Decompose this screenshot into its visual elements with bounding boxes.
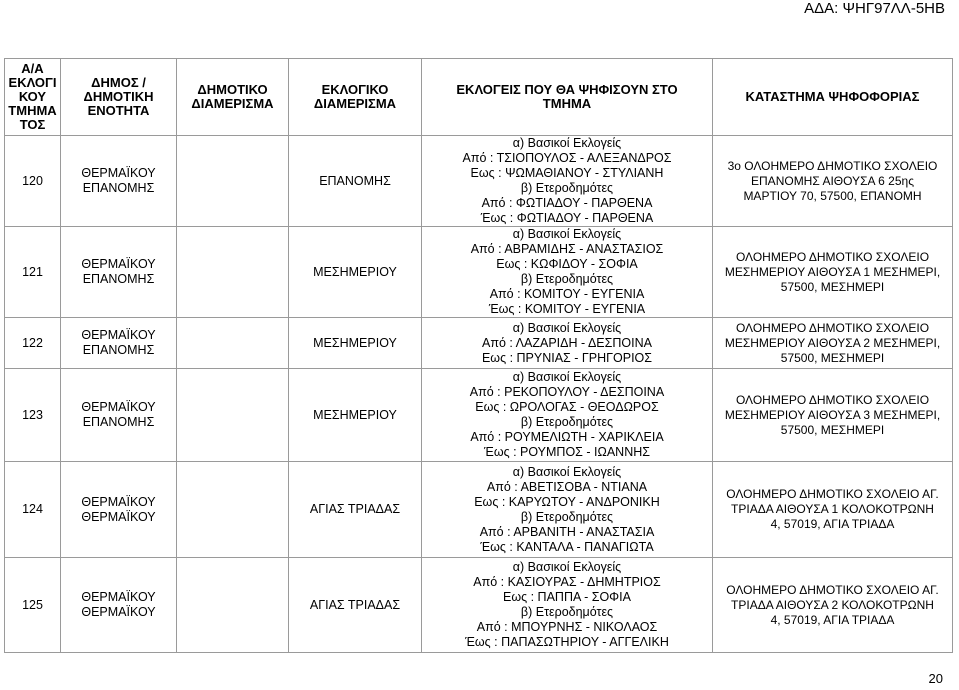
- cell-dimos: [61, 318, 177, 369]
- text-line: Εως : ΚΩΦΙΔΟΥ - ΣΟΦΙΑ: [496, 257, 638, 271]
- cell-dimotiko: [177, 369, 289, 462]
- header-aa: [5, 59, 61, 136]
- text-line: ΔΙΑΜΕΡΙΣΜΑ: [191, 96, 274, 111]
- cell-dimos: [61, 558, 177, 653]
- text-line: Από : ΦΩΤΙΑΔΟΥ - ΠΑΡΘΕΝΑ: [481, 196, 653, 210]
- text-line: ΟΛΟΗΜΕΡΟ ΔΗΜΟΤΙΚΟ ΣΧΟΛΕΙΟ: [735, 249, 930, 264]
- text-line: ΘΕΡΜΑΪΚΟΥ: [81, 257, 156, 271]
- table-header-row: [5, 59, 953, 136]
- cell-dimotiko: [177, 558, 289, 653]
- text-line: α) Βασικοί Εκλογείς: [512, 136, 622, 150]
- text-line: ΟΛΟΗΜΕΡΟ ΔΗΜΟΤΙΚΟ ΣΧΟΛΕΙΟ: [735, 392, 930, 407]
- text-line: α) Βασικοί Εκλογείς: [512, 560, 622, 574]
- cell-voters: [422, 227, 713, 318]
- text-line: ΔΗΜΟΤΙΚΟ: [197, 82, 268, 97]
- cell-eklogiko: ΑΓΙΑΣ ΤΡΙΑΔΑΣ: [289, 462, 422, 558]
- text-line: Από : ΑΒΕΤΙΣΟΒΑ - ΝΤΙΑΝΑ: [486, 479, 648, 494]
- page-number: 20: [928, 671, 943, 686]
- ada-code: ΑΔΑ: ΨΗΓ97ΛΛ-5ΗΒ: [804, 0, 945, 17]
- text-line: ΔΗΜΟΣ /: [91, 75, 146, 90]
- text-line: ΟΛΟΗΜΕΡΟ ΔΗΜΟΤΙΚΟ ΣΧΟΛΕΙΟ ΑΓ.: [726, 582, 939, 597]
- text-line: ΕΚΛΟΓΕΙΣ ΠΟΥ ΘΑ ΨΗΦΙΣΟΥΝ ΣΤΟ: [456, 82, 678, 97]
- text-line: Έως : ΠΑΠΑΣΩΤΗΡΙΟΥ - ΑΓΓΕΛΙΚΗ: [465, 635, 669, 649]
- text-line: Από : ΑΡΒΑΝΙΤΗ - ΑΝΑΣΤΑΣΙΑ: [479, 524, 655, 539]
- table-row: [5, 369, 953, 462]
- cell-station: [713, 318, 953, 369]
- text-line: Εως : ΠΑΠΠΑ - ΣΟΦΙΑ: [503, 590, 631, 604]
- cell-dimos: [61, 462, 177, 558]
- text-line: ΘΕΡΜΑΪΚΟΥ: [81, 166, 156, 180]
- table-row: [5, 318, 953, 369]
- header-voters: [422, 59, 713, 136]
- text-line: ΟΛΟΗΜΕΡΟ ΔΗΜΟΤΙΚΟ ΣΧΟΛΕΙΟ ΑΓ.: [726, 487, 939, 501]
- cell-eklogiko: ΜΕΣΗΜΕΡΙΟΥ: [289, 369, 422, 462]
- cell-aa: 125: [5, 558, 61, 653]
- cell-aa: 120: [5, 136, 61, 227]
- cell-voters: [422, 369, 713, 462]
- table-row: [5, 462, 953, 558]
- cell-dimotiko: [177, 227, 289, 318]
- text-line: 57500, ΜΕΣΗΜΕΡΙ: [780, 422, 885, 437]
- text-line: Από : ΚΑΣΙΟΥΡΑΣ - ΔΗΜΗΤΡΙΟΣ: [473, 575, 661, 589]
- text-line: Εως : ΠΡΥΝΙΑΣ - ΓΡΗΓΟΡΙΟΣ: [481, 350, 653, 365]
- cell-station: [713, 227, 953, 318]
- cell-aa: 123: [5, 369, 61, 462]
- text-line: Από : ΑΒΡΑΜΙΔΗΣ - ΑΝΑΣΤΑΣΙΟΣ: [470, 242, 664, 256]
- cell-station: [713, 369, 953, 462]
- text-line: α) Βασικοί Εκλογείς: [512, 320, 622, 335]
- header-station: [713, 59, 953, 136]
- text-line: ΘΕΡΜΑΪΚΟΥ: [81, 509, 156, 524]
- cell-eklogiko: ΜΕΣΗΜΕΡΙΟΥ: [289, 318, 422, 369]
- text-line: ΤΜΗΜΑ: [542, 96, 592, 111]
- text-line: 4, 57019, ΑΓΙΑ ΤΡΙΑΔΑ: [770, 612, 895, 627]
- text-line: ΤΡΙΑΔΑ ΑΙΘΟΥΣΑ 1 ΚΟΛΟΚΟΤΡΩΝΗ: [731, 502, 934, 516]
- cell-dimotiko: [177, 462, 289, 558]
- text-line: Έως : ΚΟΜΙΤΟΥ - ΕΥΓΕΝΙΑ: [488, 302, 646, 316]
- text-line: β) Ετεροδημότες: [520, 181, 614, 195]
- text-line: Εως : ΩΡΟΛΟΓΑΣ - ΘΕΟΔΩΡΟΣ: [475, 400, 659, 414]
- header-dimotiko: [177, 59, 289, 136]
- text-line: Έως : ΚΑΝΤΑΛΑ - ΠΑΝΑΓΙΩΤΑ: [480, 539, 654, 554]
- text-line: α) Βασικοί Εκλογείς: [512, 370, 622, 384]
- text-line: Από : ΛΑΖΑΡΙΔΗ - ΔΕΣΠΟΙΝΑ: [482, 335, 652, 350]
- text-line: Εως : ΨΩΜΑΘΙΑΝΟΥ - ΣΤΥΛΙΑΝΗ: [470, 166, 664, 180]
- text-line: Έως : ΡΟΥΜΠΟΣ - ΙΩΑΝΝΗΣ: [484, 445, 650, 459]
- cell-dimos: [61, 369, 177, 462]
- cell-aa: 124: [5, 462, 61, 558]
- text-line: Από : ΚΟΜΙΤΟΥ - ΕΥΓΕΝΙΑ: [489, 287, 645, 301]
- text-line: β) Ετεροδημότες: [520, 605, 614, 619]
- text-line: Από : ΡΕΚΟΠΟΥΛΟΥ - ΔΕΣΠΟΙΝΑ: [469, 385, 665, 399]
- text-line: ΕΚΛΟΓΙ: [8, 75, 57, 90]
- text-line: ΤΡΙΑΔΑ ΑΙΘΟΥΣΑ 2 ΚΟΛΟΚΟΤΡΩΝΗ: [731, 597, 934, 612]
- cell-eklogiko: ΜΕΣΗΜΕΡΙΟΥ: [289, 227, 422, 318]
- text-line: β) Ετεροδημότες: [520, 509, 614, 524]
- table-row: [5, 136, 953, 227]
- text-line: ΟΛΟΗΜΕΡΟ ΔΗΜΟΤΙΚΟ ΣΧΟΛΕΙΟ: [735, 320, 930, 335]
- text-line: ΤΟΣ: [19, 117, 46, 132]
- cell-dimotiko: [177, 136, 289, 227]
- table-row: [5, 558, 953, 653]
- text-line: 3ο ΟΛΟΗΜΕΡΟ ΔΗΜΟΤΙΚΟ ΣΧΟΛΕΙΟ: [727, 158, 938, 173]
- text-line: ΘΕΡΜΑΪΚΟΥ: [81, 590, 156, 604]
- text-line: Από : ΜΠΟΥΡΝΗΣ - ΝΙΚΟΛΑΟΣ: [476, 620, 658, 634]
- text-line: Έως : ΦΩΤΙΑΔΟΥ - ΠΑΡΘΕΝΑ: [480, 211, 654, 225]
- cell-voters: [422, 558, 713, 653]
- cell-aa: 122: [5, 318, 61, 369]
- cell-dimos: [61, 136, 177, 227]
- cell-station: [713, 558, 953, 653]
- text-line: ΕΠΑΝΟΜΗΣ: [82, 272, 155, 286]
- cell-station: [713, 462, 953, 558]
- text-line: 57500, ΜΕΣΗΜΕΡΙ: [780, 350, 885, 365]
- text-line: ΔΙΑΜΕΡΙΣΜΑ: [313, 96, 397, 111]
- table-row: [5, 227, 953, 318]
- text-line: Από : ΡΟΥΜΕΛΙΩΤΗ - ΧΑΡΙΚΛΕΙΑ: [470, 430, 664, 444]
- cell-eklogiko: ΑΓΙΑΣ ΤΡΙΑΔΑΣ: [289, 558, 422, 653]
- header-eklogiko: [289, 59, 422, 136]
- cell-voters: [422, 136, 713, 227]
- text-line: ΕΠΑΝΟΜΗΣ: [82, 415, 155, 429]
- text-line: α) Βασικοί Εκλογείς: [512, 227, 622, 241]
- cell-voters: [422, 318, 713, 369]
- text-line: ΚΑΤΑΣΤΗΜΑ ΨΗΦΟΦΟΡΙΑΣ: [745, 89, 920, 104]
- text-line: Από : ΤΣΙΟΠΟΥΛΟΣ - ΑΛΕΞΑΝΔΡΟΣ: [462, 151, 672, 165]
- text-line: ΔΗΜΟΤΙΚΗ: [83, 89, 154, 104]
- text-line: β) Ετεροδημότες: [520, 415, 614, 429]
- polling-stations-table: [4, 58, 953, 653]
- text-line: ΜΕΣΗΜΕΡΙΟΥ ΑΙΘΟΥΣΑ 1 ΜΕΣΗΜΕΡΙ,: [724, 264, 941, 279]
- text-line: ΘΕΡΜΑΪΚΟΥ: [81, 605, 156, 619]
- cell-dimotiko: [177, 318, 289, 369]
- cell-voters: [422, 462, 713, 558]
- text-line: ΜΑΡΤΙΟΥ 70, 57500, ΕΠΑΝΟΜΗ: [743, 188, 922, 203]
- text-line: Εως : ΚΑΡΥΩΤΟΥ - ΑΝΔΡΟΝΙΚΗ: [474, 494, 660, 509]
- text-line: ΕΚΛΟΓΙΚΟ: [321, 82, 389, 97]
- text-line: 4, 57019, ΑΓΙΑ ΤΡΙΑΔΑ: [770, 517, 895, 531]
- text-line: Α/Α: [21, 61, 44, 76]
- text-line: ΘΕΡΜΑΪΚΟΥ: [81, 400, 156, 414]
- text-line: α) Βασικοί Εκλογείς: [512, 464, 622, 479]
- text-line: ΜΕΣΗΜΕΡΙΟΥ ΑΙΘΟΥΣΑ 3 ΜΕΣΗΜΕΡΙ,: [724, 407, 941, 422]
- text-line: ΜΕΣΗΜΕΡΙΟΥ ΑΙΘΟΥΣΑ 2 ΜΕΣΗΜΕΡΙ,: [724, 335, 941, 350]
- cell-dimos: [61, 227, 177, 318]
- text-line: ΚΟΥ: [18, 89, 47, 104]
- header-dimos: [61, 59, 177, 136]
- text-line: ΕΠΑΝΟΜΗΣ: [82, 343, 155, 357]
- text-line: ΘΕΡΜΑΪΚΟΥ: [81, 494, 156, 509]
- text-line: ΕΠΑΝΟΜΗΣ ΑΙΘΟΥΣΑ 6 25ης: [751, 173, 914, 188]
- cell-aa: 121: [5, 227, 61, 318]
- text-line: 57500, ΜΕΣΗΜΕΡΙ: [780, 279, 885, 294]
- text-line: ΕΠΑΝΟΜΗΣ: [82, 181, 155, 195]
- text-line: β) Ετεροδημότες: [520, 272, 614, 286]
- cell-station: [713, 136, 953, 227]
- text-line: ΘΕΡΜΑΪΚΟΥ: [81, 328, 156, 342]
- cell-eklogiko: ΕΠΑΝΟΜΗΣ: [289, 136, 422, 227]
- text-line: ΤΜΗΜΑ: [8, 103, 57, 118]
- text-line: ΕΝΟΤΗΤΑ: [87, 103, 150, 118]
